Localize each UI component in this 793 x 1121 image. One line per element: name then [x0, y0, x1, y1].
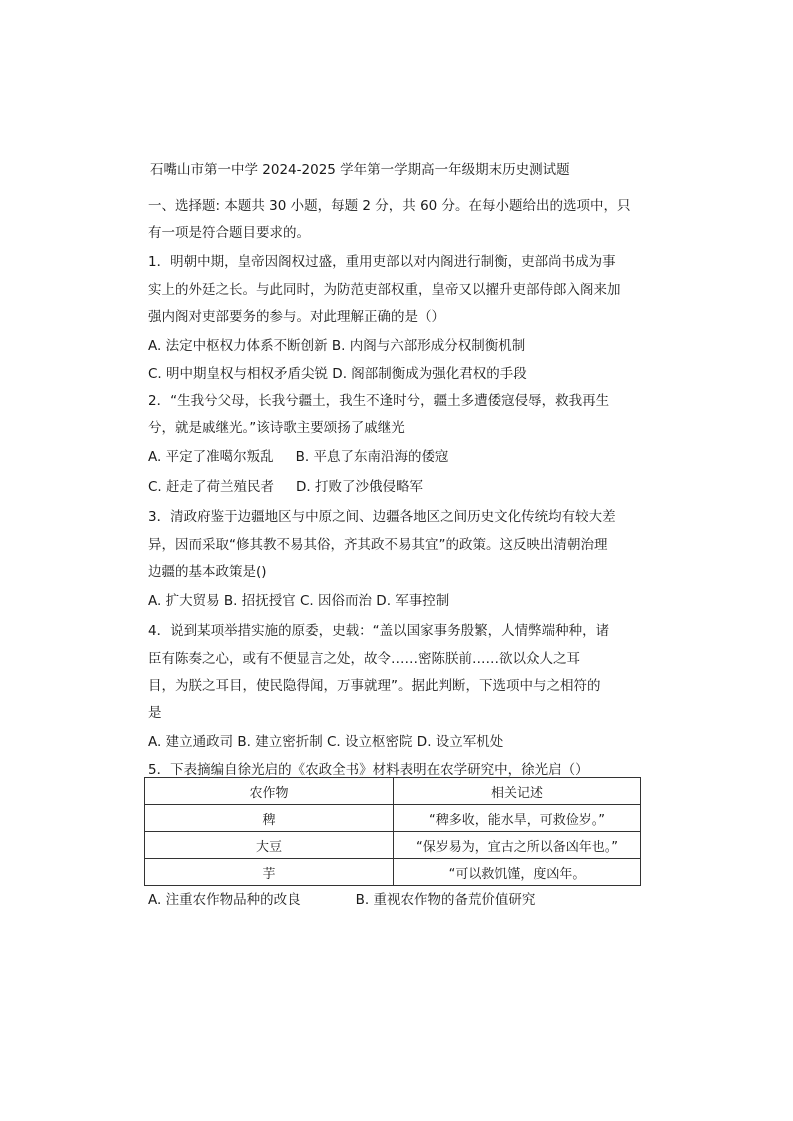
section-heading-line-1: 一、选择题: 本题共 30 小题，每题 2 分，共 60 分。在每小题给出的选项中，只: [148, 198, 631, 214]
q2-options-line-2: [148, 472, 648, 502]
table-row: [145, 832, 641, 859]
q3-options: A. 扩大贸易 B. 招抚授官 C. 因俗而治 D. 军事控制: [148, 593, 450, 609]
q3-line-1: 3．清政府鉴于边疆地区与中原之间、边疆各地区之间历史文化传统均有较大差: [148, 509, 616, 525]
q5-crop-table: [144, 777, 641, 886]
q1-options-line-1: A. 法定中枢权力体系不断创新 B. 内阁与六部形成分权制衡机制: [148, 338, 526, 354]
q1-line-3: 强内阁对吏部要务的参与。对此理解正确的是（）: [148, 309, 445, 325]
section-heading-line-2: 有一项是符合题目要求的。: [148, 225, 310, 241]
q3-line-2: 异，因而采取“修其教不易其俗，齐其政不易其宜”的政策。这反映出清朝治理: [148, 537, 608, 553]
q2-option-b: B. 平息了东南沿海的倭寇: [295, 449, 449, 465]
table-cell-crop: 芋: [145, 859, 394, 886]
table-header-crop: 农作物: [145, 778, 394, 805]
q5-stem: 5．下表摘编自徐光启的《农政全书》材料表明在农学研究中，徐光启（）: [148, 762, 589, 778]
q3-line-3: 边疆的基本政策是(): [148, 564, 267, 580]
q4-line-3: 目，为朕之耳目，使民隐得闻，万事就理”。据此判断，下选项中与之相符的: [148, 678, 601, 694]
q2-options-line-1: [148, 442, 648, 472]
q1-options-line-2: C. 明中期皇权与相权矛盾尖锐 D. 阁部制衡成为强化君权的手段: [148, 366, 527, 382]
q4-line-4: 是: [148, 705, 162, 721]
table-cell-crop: 稗: [145, 805, 394, 832]
q2-option-c: C. 赶走了荷兰殖民者: [148, 479, 275, 495]
q2-line-1: 2．“生我兮父母，长我兮疆土，我生不逢时兮，疆土多遭倭寇侵辱，救我再生: [148, 393, 610, 409]
table-cell-crop: 大豆: [145, 832, 394, 859]
table-header-row: [145, 778, 641, 805]
table-row: [145, 805, 641, 832]
q2-option-d: D. 打败了沙俄侵略军: [296, 479, 423, 495]
q4-line-1: 4．说到某项举措实施的原委，史载：“盖以国家事务殷繁，人情弊端种种，诸: [148, 623, 610, 639]
table-cell-record: “保岁易为，宜古之所以备凶年也。”: [394, 832, 641, 859]
q2-line-2: 兮，就是戚继光。”该诗歌主要颂扬了戚继光: [148, 420, 405, 436]
q5-option-a: A. 注重农作物品种的改良: [148, 892, 301, 908]
q4-line-2: 臣有陈奏之心，或有不便显言之处，故令……密陈朕前……欲以众人之耳: [148, 651, 580, 667]
exam-title: 石嘴山市第一中学 2024-2025 学年第一学期高一年级期末历史测试题: [150, 162, 570, 178]
table-header-record: 相关记述: [394, 778, 641, 805]
table-cell-record: “可以救饥馑，度凶年。: [394, 859, 641, 886]
q5-option-b: B. 重视农作物的备荒价值研究: [355, 892, 536, 908]
table-cell-record: “稗多收，能水旱，可救俭岁。”: [394, 805, 641, 832]
q2-option-a: A. 平定了准噶尔叛乱: [148, 449, 274, 465]
q4-options: A. 建立通政司 B. 建立密折制 C. 设立枢密院 D. 设立军机处: [148, 734, 504, 750]
q5-options: [148, 889, 648, 911]
q1-line-2: 实上的外廷之长。与此同时，为防范吏部权重，皇帝又以擢升吏部侍郎入阁来加: [148, 282, 621, 298]
q1-line-1: 1．明朝中期，皇帝因阁权过盛，重用吏部以对内阁进行制衡，吏部尚书成为事: [148, 254, 616, 270]
exam-content: [148, 193, 648, 784]
table-row: [145, 859, 641, 886]
